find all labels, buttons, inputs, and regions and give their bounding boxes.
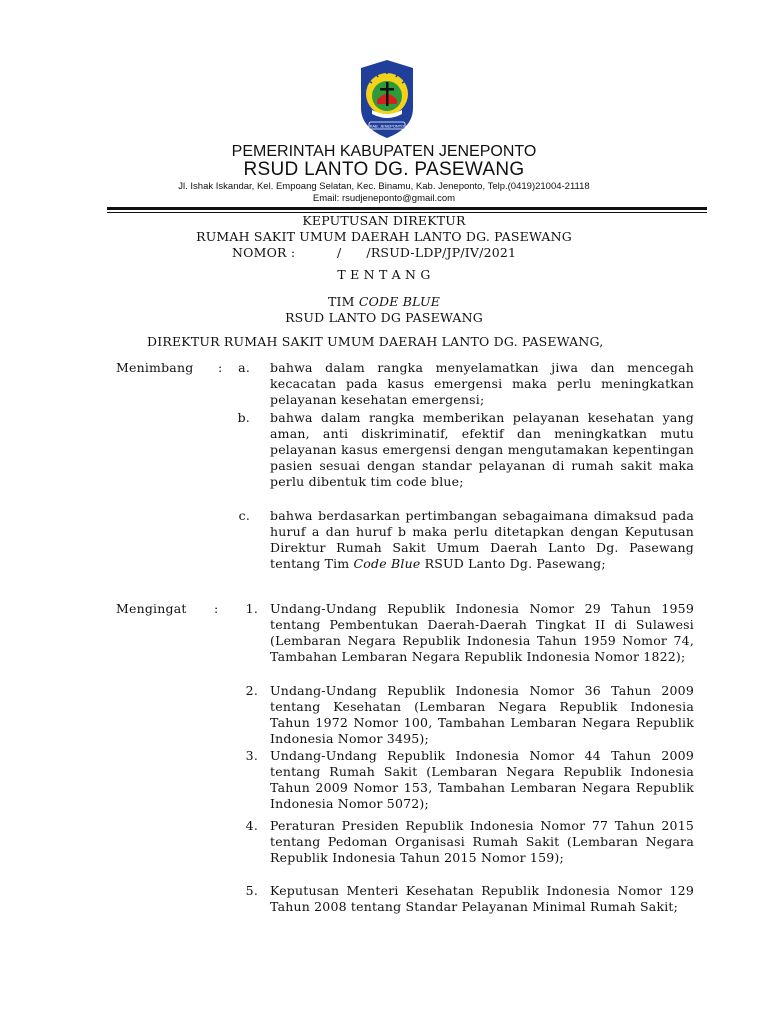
decree-title: KEPUTUSAN DIREKTUR xyxy=(302,213,466,228)
mengingat-label: Mengingat xyxy=(116,601,187,616)
hospital-name: RSUD LANTO DG. PASEWANG xyxy=(243,159,525,180)
about-label: T E N T A N G xyxy=(337,267,431,282)
mengingat-mark-2: 2. xyxy=(245,683,258,698)
menimbang-item-c-text-b: RSUD Lanto Dg. Pasewang; xyxy=(420,556,606,571)
menimbang-mark-b: b. xyxy=(237,410,250,425)
menimbang-mark-c: c. xyxy=(238,508,250,523)
menimbang-label: Menimbang xyxy=(116,360,194,375)
mengingat-item-3: Undang-Undang Republik Indonesia Nomor 44 Tahun 2009 tentang Rumah Sakit (Lembaran Negara Republik Indonesia Tahun 2009 Nomor 153, Tambahan Lembaran Negara Republik Indonesia Nomor 5072); xyxy=(270,748,694,811)
menimbang-colon: : xyxy=(218,360,223,375)
kabupaten-jeneponto-logo xyxy=(355,58,419,140)
mengingat-mark-3: 3. xyxy=(245,748,258,763)
director-line: DIREKTUR RUMAH SAKIT UMUM DAERAH LANTO DG. PASEWANG, xyxy=(147,334,604,349)
mengingat-colon: : xyxy=(214,601,219,616)
hospital-address: Jl. Ishak Iskandar, Kel. Empoang Selatan, Kec. Binamu, Kab. Jeneponto, Telp.(0419)21004-21118 xyxy=(178,181,590,192)
letterhead-rule-thick xyxy=(107,207,707,210)
menimbang-item-a: bahwa dalam rangka menyelamatkan jiwa dan mencegah kecacatan pada kasus emergensi maka perlu meningkatkan pelayanan kesehatan emergensi; xyxy=(270,360,694,407)
decree-issuer: RUMAH SAKIT UMUM DAERAH LANTO DG. PASEWANG xyxy=(196,229,572,244)
menimbang-item-c-text-a: bahwa berdasarkan pertimbangan sebagaimana dimaksud pada huruf a dan huruf b maka perlu ditetapkan dengan Keputusan Direktur Rumah Sakit Umum Daerah Lanto Dg. Pasewang tentang Tim xyxy=(270,508,694,571)
logo-caption: KAB. JENEPONTO xyxy=(369,123,405,129)
menimbang-mark-a: a. xyxy=(238,360,250,375)
menimbang-item-b: bahwa dalam rangka memberikan pelayanan kesehatan yang aman, anti diskriminatif, efektif dan meningkatkan mutu pelayanan kasus emergensi dengan mengutamakan kepentingan pasien sesuai dengan standar pelayanan di rumah sakit maka perlu dibentuk tim code blue; xyxy=(270,410,694,489)
menimbang-item-c xyxy=(270,508,694,572)
mengingat-item-5: Keputusan Menteri Kesehatan Republik Indonesia Nomor 129 Tahun 2008 tentang Standar Pelayanan Minimal Rumah Sakit; xyxy=(270,883,694,914)
mengingat-item-1: Undang-Undang Republik Indonesia Nomor 29 Tahun 1959 tentang Pembentukan Daerah-Daerah Tingkat II di Sulawesi (Lembaran Negara Republik Indonesia Tahun 1959 Nomor 74, Tambahan Lembaran Negara Republik Indonesia Nomor 1822); xyxy=(270,601,694,664)
decree-subject xyxy=(0,294,768,309)
mengingat-mark-5: 5. xyxy=(245,883,258,898)
mengingat-item-4: Peraturan Presiden Republik Indonesia Nomor 77 Tahun 2015 tentang Pedoman Organisasi Rumah Sakit (Lembaran Negara Republik Indonesia Tahun 2015 Nomor 159); xyxy=(270,818,694,865)
subject-italic: CODE BLUE xyxy=(358,294,441,309)
decree-number: NOMOR : / /RSUD-LDP/JP/IV/2021 xyxy=(232,245,517,260)
decree-subject-line2: RSUD LANTO DG PASEWANG xyxy=(285,310,483,325)
subject-prefix: TIM xyxy=(327,294,359,309)
government-name: PEMERINTAH KABUPATEN JENEPONTO xyxy=(231,143,537,160)
mengingat-mark-4: 4. xyxy=(245,818,258,833)
menimbang-item-c-italic: Code Blue xyxy=(353,556,421,571)
hospital-email: Email: rsudjeneponto@gmail.com xyxy=(312,193,456,204)
mengingat-item-2: Undang-Undang Republik Indonesia Nomor 36 Tahun 2009 tentang Kesehatan (Lembaran Negara Republik Indonesia Tahun 1972 Nomor 100, Tambahan Lembaran Negara Republik Indonesia Nomor 3495); xyxy=(270,683,694,746)
mengingat-mark-1: 1. xyxy=(245,601,258,616)
